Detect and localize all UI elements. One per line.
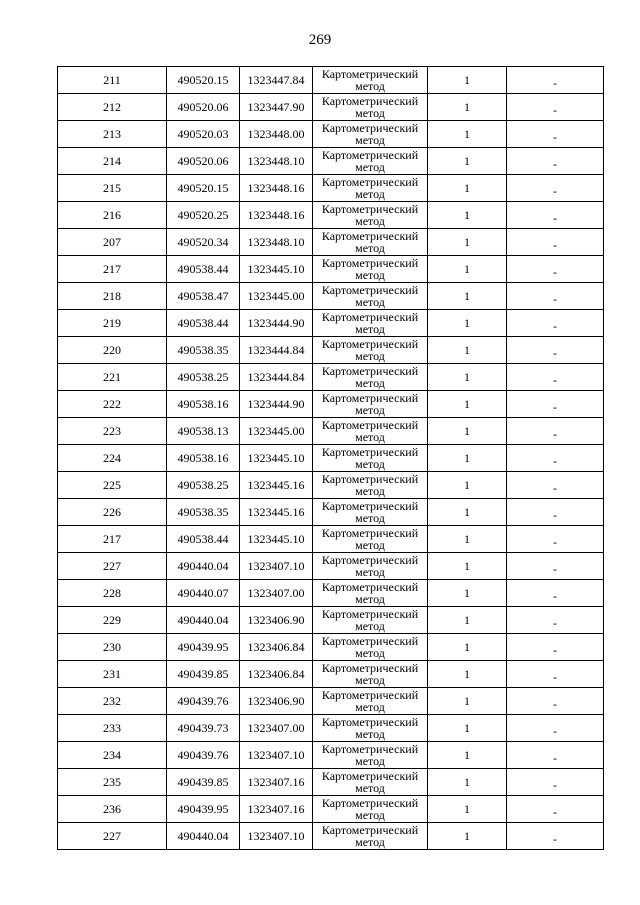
method-line-1: Картометрический — [321, 337, 419, 351]
table-row — [58, 202, 604, 229]
method-line-2: метод — [355, 619, 385, 633]
method-line-2: метод — [355, 835, 385, 849]
precision-cell: 1 — [428, 634, 507, 661]
precision-cell: 1 — [428, 418, 507, 445]
method-line-1: Картометрический — [321, 283, 419, 297]
method-line-1: Картометрический — [321, 661, 419, 675]
method-line-2: метод — [355, 403, 385, 417]
method-cell — [313, 742, 428, 769]
method-cell — [313, 418, 428, 445]
method-cell — [313, 580, 428, 607]
method-line-2: метод — [355, 349, 385, 363]
x-coordinate-cell: 490439.76 — [167, 742, 240, 769]
y-coordinate-cell: 1323444.90 — [240, 391, 313, 418]
x-coordinate-cell: 490440.04 — [167, 607, 240, 634]
method-line-1: Картометрический — [321, 391, 419, 405]
point-number-cell: 222 — [58, 391, 167, 418]
point-number-cell: 228 — [58, 580, 167, 607]
method-cell — [313, 121, 428, 148]
x-coordinate-cell: 490439.95 — [167, 634, 240, 661]
point-number-cell: 232 — [58, 688, 167, 715]
method-cell — [313, 526, 428, 553]
precision-cell: 1 — [428, 769, 507, 796]
y-coordinate-cell: 1323448.16 — [240, 202, 313, 229]
method-line-2: метод — [355, 592, 385, 606]
note-cell — [507, 175, 604, 202]
point-number-cell: 217 — [58, 256, 167, 283]
precision-cell: 1 — [428, 499, 507, 526]
x-coordinate-cell: 490538.35 — [167, 499, 240, 526]
table-row — [58, 391, 604, 418]
method-line-1: Картометрический — [321, 364, 419, 378]
page-number: 269 — [308, 32, 332, 48]
method-line-1: Картометрический — [321, 823, 419, 837]
note-value: - — [553, 265, 557, 279]
precision-cell: 1 — [428, 742, 507, 769]
y-coordinate-cell: 1323448.16 — [240, 175, 313, 202]
point-number-cell: 229 — [58, 607, 167, 634]
note-cell — [507, 634, 604, 661]
note-cell — [507, 661, 604, 688]
note-value: - — [553, 400, 557, 414]
note-value: - — [553, 427, 557, 441]
note-value: - — [553, 103, 557, 117]
method-cell — [313, 769, 428, 796]
method-line-2: метод — [355, 160, 385, 174]
method-cell — [313, 796, 428, 823]
note-cell — [507, 445, 604, 472]
method-line-1: Картометрический — [321, 256, 419, 270]
method-line-2: метод — [355, 511, 385, 525]
x-coordinate-cell: 490538.47 — [167, 283, 240, 310]
method-line-2: метод — [355, 754, 385, 768]
method-line-2: метод — [355, 214, 385, 228]
note-value: - — [553, 184, 557, 198]
note-value: - — [553, 508, 557, 522]
note-value: - — [553, 76, 557, 90]
note-cell — [507, 229, 604, 256]
note-cell — [507, 418, 604, 445]
table-row — [58, 175, 604, 202]
note-value: - — [553, 562, 557, 576]
method-line-2: метод — [355, 322, 385, 336]
y-coordinate-cell: 1323444.84 — [240, 364, 313, 391]
note-cell — [507, 256, 604, 283]
method-line-2: метод — [355, 133, 385, 147]
note-cell — [507, 94, 604, 121]
method-cell — [313, 499, 428, 526]
point-number-cell: 226 — [58, 499, 167, 526]
method-cell — [313, 715, 428, 742]
table-row — [58, 499, 604, 526]
note-cell — [507, 580, 604, 607]
method-line-2: метод — [355, 538, 385, 552]
method-cell — [313, 337, 428, 364]
x-coordinate-cell: 490520.15 — [167, 175, 240, 202]
precision-cell: 1 — [428, 580, 507, 607]
note-cell — [507, 553, 604, 580]
method-cell — [313, 67, 428, 94]
note-cell — [507, 391, 604, 418]
method-line-2: метод — [355, 565, 385, 579]
note-cell — [507, 499, 604, 526]
table-row — [58, 283, 604, 310]
precision-cell: 1 — [428, 391, 507, 418]
point-number-cell: 225 — [58, 472, 167, 499]
method-line-2: метод — [355, 673, 385, 687]
point-number-cell: 221 — [58, 364, 167, 391]
table-row — [58, 553, 604, 580]
x-coordinate-cell: 490439.73 — [167, 715, 240, 742]
note-value: - — [553, 616, 557, 630]
point-number-cell: 227 — [58, 823, 167, 850]
method-line-2: метод — [355, 376, 385, 390]
method-line-1: Картометрический — [321, 472, 419, 486]
method-cell — [313, 823, 428, 850]
table-row — [58, 445, 604, 472]
table-row — [58, 526, 604, 553]
x-coordinate-cell: 490439.85 — [167, 661, 240, 688]
x-coordinate-cell: 490520.06 — [167, 148, 240, 175]
note-cell — [507, 202, 604, 229]
note-value: - — [553, 670, 557, 684]
note-value: - — [553, 832, 557, 846]
x-coordinate-cell: 490520.03 — [167, 121, 240, 148]
table-row — [58, 607, 604, 634]
method-line-1: Картометрический — [321, 148, 419, 162]
x-coordinate-cell: 490440.07 — [167, 580, 240, 607]
y-coordinate-cell: 1323406.90 — [240, 688, 313, 715]
point-number-cell: 207 — [58, 229, 167, 256]
method-cell — [313, 148, 428, 175]
point-number-cell: 231 — [58, 661, 167, 688]
table-row — [58, 796, 604, 823]
x-coordinate-cell: 490440.04 — [167, 823, 240, 850]
method-line-2: метод — [355, 79, 385, 93]
method-cell — [313, 445, 428, 472]
coordinates-table — [57, 66, 604, 850]
precision-cell: 1 — [428, 283, 507, 310]
note-value: - — [553, 238, 557, 252]
y-coordinate-cell: 1323445.00 — [240, 418, 313, 445]
method-line-1: Картометрический — [321, 94, 419, 108]
note-cell — [507, 472, 604, 499]
x-coordinate-cell: 490538.44 — [167, 526, 240, 553]
point-number-cell: 220 — [58, 337, 167, 364]
x-coordinate-cell: 490520.25 — [167, 202, 240, 229]
y-coordinate-cell: 1323407.10 — [240, 823, 313, 850]
y-coordinate-cell: 1323407.16 — [240, 769, 313, 796]
method-line-2: метод — [355, 295, 385, 309]
y-coordinate-cell: 1323448.00 — [240, 121, 313, 148]
method-line-1: Картометрический — [321, 175, 419, 189]
table-row — [58, 634, 604, 661]
note-value: - — [553, 778, 557, 792]
method-line-1: Картометрический — [321, 580, 419, 594]
method-line-2: метод — [355, 430, 385, 444]
method-line-2: метод — [355, 187, 385, 201]
note-value: - — [553, 805, 557, 819]
note-value: - — [553, 319, 557, 333]
point-number-cell: 224 — [58, 445, 167, 472]
y-coordinate-cell: 1323447.84 — [240, 67, 313, 94]
precision-cell: 1 — [428, 175, 507, 202]
table-row — [58, 688, 604, 715]
y-coordinate-cell: 1323406.84 — [240, 661, 313, 688]
note-cell — [507, 688, 604, 715]
note-value: - — [553, 157, 557, 171]
table-row — [58, 472, 604, 499]
method-cell — [313, 472, 428, 499]
note-cell — [507, 283, 604, 310]
method-cell — [313, 175, 428, 202]
x-coordinate-cell: 490538.35 — [167, 337, 240, 364]
x-coordinate-cell: 490439.85 — [167, 769, 240, 796]
table-row — [58, 94, 604, 121]
method-line-2: метод — [355, 106, 385, 120]
y-coordinate-cell: 1323445.16 — [240, 499, 313, 526]
note-cell — [507, 769, 604, 796]
note-cell — [507, 823, 604, 850]
method-line-2: метод — [355, 700, 385, 714]
table-row — [58, 823, 604, 850]
note-value: - — [553, 589, 557, 603]
x-coordinate-cell: 490538.25 — [167, 364, 240, 391]
method-cell — [313, 391, 428, 418]
method-line-1: Картометрический — [321, 769, 419, 783]
note-cell — [507, 796, 604, 823]
note-cell — [507, 121, 604, 148]
method-cell — [313, 229, 428, 256]
note-cell — [507, 715, 604, 742]
precision-cell: 1 — [428, 526, 507, 553]
y-coordinate-cell: 1323444.84 — [240, 337, 313, 364]
method-line-1: Картометрический — [321, 310, 419, 324]
point-number-cell: 217 — [58, 526, 167, 553]
point-number-cell: 216 — [58, 202, 167, 229]
precision-cell: 1 — [428, 148, 507, 175]
method-line-2: метод — [355, 241, 385, 255]
precision-cell: 1 — [428, 823, 507, 850]
point-number-cell: 230 — [58, 634, 167, 661]
method-line-1: Картометрический — [321, 688, 419, 702]
method-cell — [313, 94, 428, 121]
method-cell — [313, 688, 428, 715]
y-coordinate-cell: 1323406.84 — [240, 634, 313, 661]
x-coordinate-cell: 490538.25 — [167, 472, 240, 499]
method-line-1: Картометрический — [321, 499, 419, 513]
note-cell — [507, 607, 604, 634]
point-number-cell: 218 — [58, 283, 167, 310]
note-value: - — [553, 481, 557, 495]
point-number-cell: 215 — [58, 175, 167, 202]
y-coordinate-cell: 1323407.00 — [240, 715, 313, 742]
table-row — [58, 661, 604, 688]
point-number-cell: 235 — [58, 769, 167, 796]
precision-cell: 1 — [428, 607, 507, 634]
table-row — [58, 580, 604, 607]
precision-cell: 1 — [428, 256, 507, 283]
note-value: - — [553, 454, 557, 468]
y-coordinate-cell: 1323445.10 — [240, 256, 313, 283]
method-line-2: метод — [355, 646, 385, 660]
precision-cell: 1 — [428, 310, 507, 337]
point-number-cell: 211 — [58, 67, 167, 94]
precision-cell: 1 — [428, 553, 507, 580]
precision-cell: 1 — [428, 661, 507, 688]
table-row — [58, 715, 604, 742]
y-coordinate-cell: 1323407.16 — [240, 796, 313, 823]
note-cell — [507, 67, 604, 94]
y-coordinate-cell: 1323445.00 — [240, 283, 313, 310]
table-row — [58, 742, 604, 769]
method-line-1: Картометрический — [321, 742, 419, 756]
x-coordinate-cell: 490520.34 — [167, 229, 240, 256]
method-cell — [313, 310, 428, 337]
note-value: - — [553, 535, 557, 549]
method-line-2: метод — [355, 808, 385, 822]
note-cell — [507, 337, 604, 364]
note-cell — [507, 742, 604, 769]
point-number-cell: 234 — [58, 742, 167, 769]
y-coordinate-cell: 1323407.10 — [240, 553, 313, 580]
precision-cell: 1 — [428, 121, 507, 148]
method-cell — [313, 256, 428, 283]
table-row — [58, 310, 604, 337]
point-number-cell: 219 — [58, 310, 167, 337]
note-value: - — [553, 643, 557, 657]
table-row — [58, 364, 604, 391]
method-line-1: Картометрический — [321, 202, 419, 216]
method-line-2: метод — [355, 457, 385, 471]
method-line-2: метод — [355, 268, 385, 282]
point-number-cell: 227 — [58, 553, 167, 580]
method-line-1: Картометрический — [321, 796, 419, 810]
precision-cell: 1 — [428, 715, 507, 742]
precision-cell: 1 — [428, 67, 507, 94]
method-line-1: Картометрический — [321, 229, 419, 243]
note-value: - — [553, 697, 557, 711]
note-cell — [507, 310, 604, 337]
y-coordinate-cell: 1323406.90 — [240, 607, 313, 634]
method-line-1: Картометрический — [321, 526, 419, 540]
note-cell — [507, 526, 604, 553]
method-line-1: Картометрический — [321, 67, 419, 81]
method-line-1: Картометрический — [321, 121, 419, 135]
y-coordinate-cell: 1323445.10 — [240, 445, 313, 472]
x-coordinate-cell: 490538.16 — [167, 391, 240, 418]
x-coordinate-cell: 490520.06 — [167, 94, 240, 121]
x-coordinate-cell: 490439.95 — [167, 796, 240, 823]
y-coordinate-cell: 1323445.10 — [240, 526, 313, 553]
y-coordinate-cell: 1323448.10 — [240, 148, 313, 175]
table-row — [58, 67, 604, 94]
x-coordinate-cell: 490439.76 — [167, 688, 240, 715]
point-number-cell: 212 — [58, 94, 167, 121]
note-cell — [507, 364, 604, 391]
x-coordinate-cell: 490538.16 — [167, 445, 240, 472]
point-number-cell: 236 — [58, 796, 167, 823]
method-line-1: Картометрический — [321, 553, 419, 567]
precision-cell: 1 — [428, 94, 507, 121]
y-coordinate-cell: 1323445.16 — [240, 472, 313, 499]
y-coordinate-cell: 1323447.90 — [240, 94, 313, 121]
y-coordinate-cell: 1323444.90 — [240, 310, 313, 337]
y-coordinate-cell: 1323407.10 — [240, 742, 313, 769]
note-value: - — [553, 346, 557, 360]
precision-cell: 1 — [428, 364, 507, 391]
method-line-1: Картометрический — [321, 445, 419, 459]
table-row — [58, 148, 604, 175]
method-cell — [313, 607, 428, 634]
point-number-cell: 213 — [58, 121, 167, 148]
precision-cell: 1 — [428, 337, 507, 364]
method-cell — [313, 202, 428, 229]
table-row — [58, 256, 604, 283]
method-line-2: метод — [355, 727, 385, 741]
note-cell — [507, 148, 604, 175]
table-row — [58, 337, 604, 364]
precision-cell: 1 — [428, 445, 507, 472]
x-coordinate-cell: 490440.04 — [167, 553, 240, 580]
precision-cell: 1 — [428, 229, 507, 256]
point-number-cell: 223 — [58, 418, 167, 445]
x-coordinate-cell: 490538.13 — [167, 418, 240, 445]
note-value: - — [553, 751, 557, 765]
method-cell — [313, 634, 428, 661]
method-cell — [313, 553, 428, 580]
method-cell — [313, 661, 428, 688]
table-row — [58, 229, 604, 256]
point-number-cell: 214 — [58, 148, 167, 175]
method-line-1: Картометрический — [321, 607, 419, 621]
method-line-1: Картометрический — [321, 715, 419, 729]
coordinates-table-body — [58, 67, 604, 850]
x-coordinate-cell: 490538.44 — [167, 256, 240, 283]
precision-cell: 1 — [428, 796, 507, 823]
table-row — [58, 769, 604, 796]
x-coordinate-cell: 490538.44 — [167, 310, 240, 337]
method-cell — [313, 364, 428, 391]
note-value: - — [553, 724, 557, 738]
y-coordinate-cell: 1323448.10 — [240, 229, 313, 256]
method-line-1: Картометрический — [321, 418, 419, 432]
y-coordinate-cell: 1323407.00 — [240, 580, 313, 607]
precision-cell: 1 — [428, 472, 507, 499]
method-line-2: метод — [355, 781, 385, 795]
note-value: - — [553, 130, 557, 144]
point-number-cell: 233 — [58, 715, 167, 742]
x-coordinate-cell: 490520.15 — [167, 67, 240, 94]
method-cell — [313, 283, 428, 310]
table-row — [58, 121, 604, 148]
precision-cell: 1 — [428, 688, 507, 715]
table-row — [58, 418, 604, 445]
note-value: - — [553, 211, 557, 225]
note-value: - — [553, 373, 557, 387]
note-value: - — [553, 292, 557, 306]
method-line-1: Картометрический — [321, 634, 419, 648]
method-line-2: метод — [355, 484, 385, 498]
precision-cell: 1 — [428, 202, 507, 229]
